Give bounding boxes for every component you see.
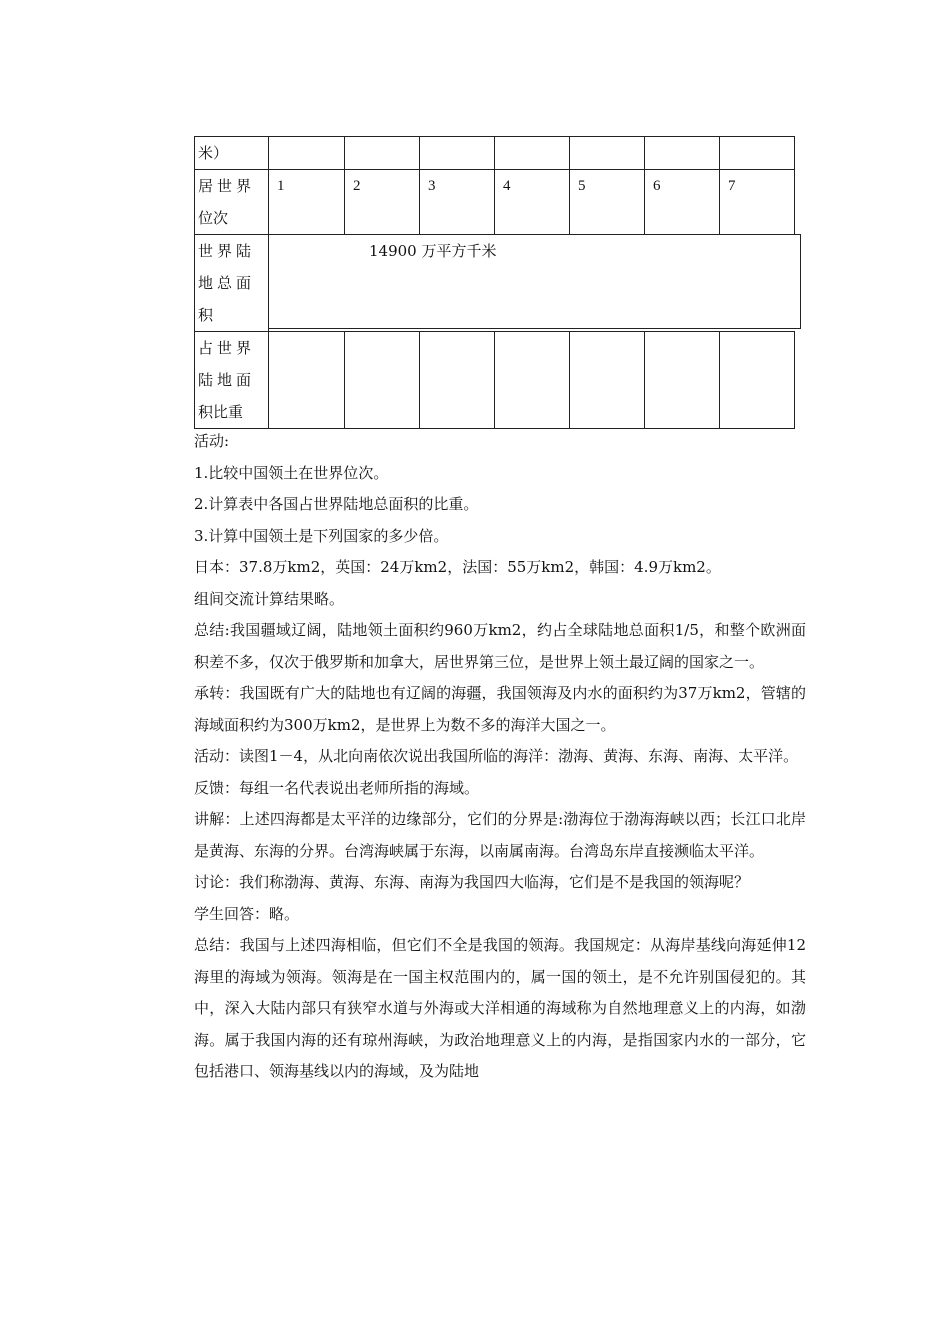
rank-cell: 1 xyxy=(269,170,345,235)
empty-cell xyxy=(420,137,495,170)
paragraph: 活动：读图1－4，从北向南依次说出我国所临的海洋：渤海、黄海、东海、南海、太平洋。 xyxy=(194,747,799,765)
rank-cell: 4 xyxy=(495,170,570,235)
empty-cell xyxy=(269,137,345,170)
share-cell xyxy=(345,332,420,429)
total-label-line: 积 xyxy=(198,306,214,324)
share-cell xyxy=(420,332,495,429)
paragraph: 3.计算中国领土是下列国家的多少倍。 xyxy=(194,526,449,545)
table-row-rank xyxy=(195,170,795,235)
paragraph: 日本：37.8万km2，英国：24万km2，法国：55万km2，韩国：4.9万km2。 xyxy=(194,558,721,576)
empty-cell xyxy=(345,137,420,170)
empty-cell xyxy=(495,137,570,170)
paragraph: 讨论：我们称渤海、黄海、东海、南海为我国四大临海，它们是不是我国的领海呢？ xyxy=(194,873,750,891)
share-label-line: 占世界 xyxy=(198,339,256,357)
paragraph: 组间交流计算结果略。 xyxy=(194,589,345,608)
share-cell xyxy=(495,332,570,429)
paragraph: 讲解：上述四海都是太平洋的边缘部分，它们的分界是:渤海位于渤海海峡以西；长江口北岸是黄海、东海的分界。台湾海峡属于东海，以南属南海。台湾岛东岸直接濒临太平洋。 xyxy=(194,810,806,860)
paragraph: 学生回答：略。 xyxy=(194,904,300,923)
rank-cell: 3 xyxy=(420,170,495,235)
total-value: 14900 万平方千米 xyxy=(369,242,497,260)
share-label-line: 积比重 xyxy=(198,403,244,421)
share-cell xyxy=(645,332,720,429)
land-area-table xyxy=(194,136,795,429)
paragraph: 反馈：每组一名代表说出老师所指的海域。 xyxy=(194,778,480,797)
paragraph: 总结:我国疆域辽阔，陆地领土面积约960万km2，约占全球陆地总面积1/5，和整个欧洲面积差不多，仅次于俄罗斯和加拿大，居世界第三位，是世界上领土最辽阔的国家之一。 xyxy=(194,621,806,671)
total-label xyxy=(195,235,269,332)
share-cell xyxy=(720,332,795,429)
lesson-body xyxy=(194,426,806,1088)
total-cell-border xyxy=(268,234,801,329)
share-label xyxy=(195,332,269,429)
rank-label-line: 位次 xyxy=(198,209,229,227)
rank-cell: 6 xyxy=(645,170,720,235)
total-label-line: 地总面 xyxy=(198,274,256,292)
share-label-line: 陆地面 xyxy=(198,371,256,389)
paragraph: 总结：我国与上述四海相临，但它们不全是我国的领海。我国规定：从海岸基线向海延伸12海里的海域为领海。领海是在一国主权范围内的，属一国的领土，是不允许别国侵犯的。其中，深入大陆内部只有狭窄水道与外海或大洋相通的海域称为自然地理意义上的内海，如渤海。属于我国内海的还有琼州海峡，为政治地理意义上的内海，是指国家内水的一部分，它包括港口、领海基线以内的海域，及为陆地 xyxy=(194,936,806,1080)
paragraph: 2.计算表中各国占世界陆地总面积的比重。 xyxy=(194,495,479,513)
paragraph: 承转：我国既有广大的陆地也有辽阔的海疆，我国领海及内水的面积约为37万km2，管辖的海域面积约为300万km2，是世界上为数不多的海洋大国之一。 xyxy=(194,684,806,734)
paragraph: 1.比较中国领土在世界位次。 xyxy=(194,463,389,482)
empty-cell xyxy=(645,137,720,170)
rank-cell: 2 xyxy=(345,170,420,235)
total-value-cell xyxy=(269,235,795,332)
rank-label xyxy=(195,170,269,235)
paragraph: 活动: xyxy=(194,432,230,450)
table-row-share xyxy=(195,332,795,429)
table-row-unit xyxy=(195,137,795,170)
share-cell xyxy=(570,332,645,429)
empty-cell xyxy=(720,137,795,170)
rank-label-line: 居世界 xyxy=(198,177,256,195)
rank-cell: 5 xyxy=(570,170,645,235)
unit-label-tail: 米） xyxy=(195,137,269,170)
total-label-line: 世界陆 xyxy=(198,242,256,260)
rank-cell: 7 xyxy=(720,170,795,235)
share-cell xyxy=(269,332,345,429)
table-row-total xyxy=(195,235,795,332)
empty-cell xyxy=(570,137,645,170)
